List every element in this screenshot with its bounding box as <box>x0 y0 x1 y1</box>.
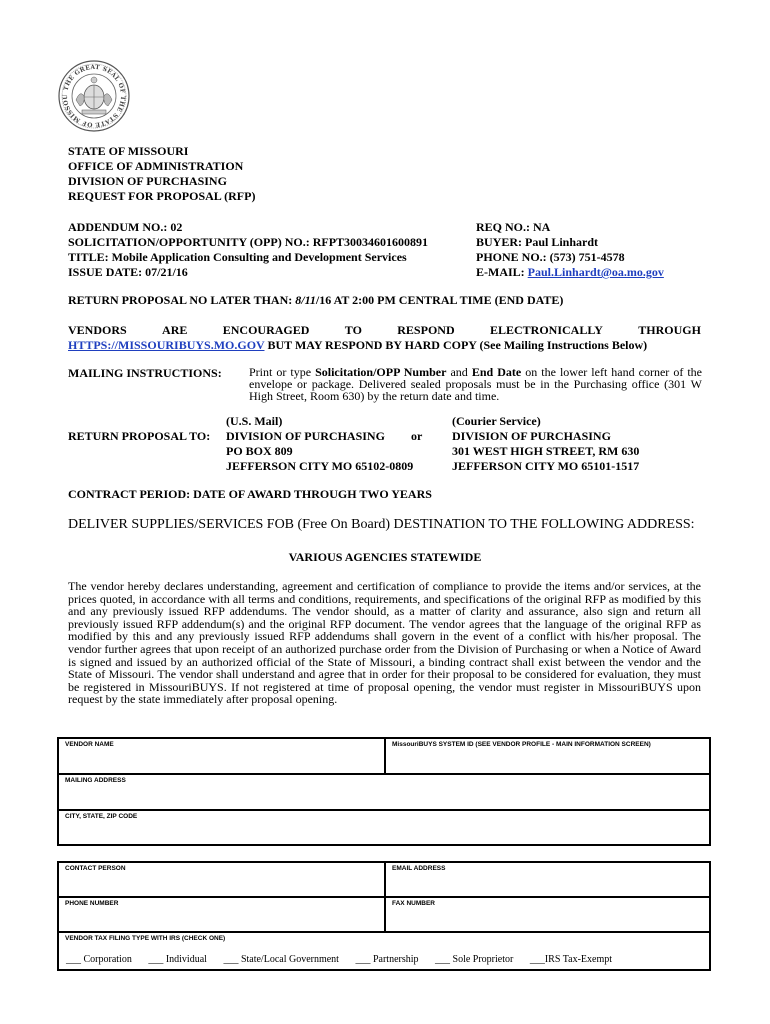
solicitation-number: SOLICITATION/OPPORTUNITY (OPP) NO.: RFPT30034601600891 <box>68 235 429 249</box>
mailing-address-field[interactable] <box>59 775 709 811</box>
vendor-name-field[interactable] <box>59 739 386 775</box>
office-name: OFFICE OF ADMINISTRATION <box>68 159 244 173</box>
city-state-zip-field[interactable] <box>59 811 709 844</box>
mailing-instructions-text <box>249 366 702 402</box>
state-seal <box>58 60 130 132</box>
deadline-date: 8/11 <box>295 293 316 307</box>
vendor-name-label: VENDOR NAME <box>65 741 114 748</box>
email-address-field[interactable] <box>386 863 709 898</box>
issue-date: ISSUE DATE: 07/21/16 <box>68 265 188 279</box>
address-line: DIVISION OF PURCHASING <box>226 429 385 443</box>
buyer-name: BUYER: Paul Linhardt <box>476 235 599 249</box>
buyer-email-row <box>476 265 664 280</box>
mailing-text-bold: Solicitation/OPP Number <box>315 365 447 379</box>
rfp-info-left <box>68 220 428 280</box>
tax-filing-label: VENDOR TAX FILING TYPE WITH IRS (CHECK ONE) <box>65 935 226 942</box>
req-number: REQ NO.: NA <box>476 220 551 234</box>
fax-number-label: FAX NUMBER <box>392 900 435 907</box>
deadline-prefix: RETURN PROPOSAL NO LATER THAN: <box>68 293 296 307</box>
city-state-zip-label: CITY, STATE, ZIP CODE <box>65 813 138 820</box>
or-label: or <box>411 429 423 443</box>
contact-person-field[interactable] <box>59 863 386 898</box>
mailing-text-part: Print or type <box>249 365 316 379</box>
mailing-instructions-label: MAILING INSTRUCTIONS: <box>68 366 222 380</box>
system-id-field[interactable] <box>386 739 709 775</box>
vendors-word: ELECTRONICALLY <box>489 323 603 337</box>
option-sole-proprietor[interactable]: ___ Sole Proprietor <box>435 954 514 965</box>
division-name: DIVISION OF PURCHASING <box>68 174 227 188</box>
vendors-word: TO <box>344 323 362 337</box>
address-line: JEFFERSON CITY MO 65102-0809 <box>226 459 414 473</box>
contract-period: CONTRACT PERIOD: DATE OF AWARD THROUGH TWO YEARS <box>68 487 432 501</box>
address-line: PO BOX 809 <box>226 444 293 458</box>
vendor-declaration: The vendor hereby declares understanding, agreement and certification of compliance to provide the items and/or services, at the prices quoted, in accordance with all terms and conditions, requirements, and specifications of the original RFP as modified by this and any previously issued RFP addendums. The vendor should, as a matter of clarity and assurance, also sign and return all previously issued RFP addendum(s) and the original RFP document. The vendor agrees that the language of the original RFP as modified by this and any previously issued RFP addendums shall govern in the event of a conflict with his/her proposal. The vendor further agrees that upon receipt of an authorized purchase order from the Division of Purchasing or when a Notice of Award is signed and issued by an authorized official of the State of Missouri, a binding contract shall exist between the vendor and the State of Missouri. The vendor shall understand and agree that in order for their proposal to be considered for evaluation, they must be registered in MissouriBUYS. If not registered at time of proposal opening, the vendor must register in MissouriBUYS upon request by the state immediately after proposal opening. <box>68 579 701 707</box>
delivery-destination: VARIOUS AGENCIES STATEWIDE <box>288 550 482 564</box>
state-name: STATE OF MISSOURI <box>68 144 189 158</box>
mailing-text-part: on the lower left hand corner of the envelope or package. Delivered sealed proposals must be in the Purchasing office (301 W High Street, Room 630) by the return date and time. <box>249 365 703 403</box>
deadline-suffix: /16 AT 2:00 PM CENTRAL TIME (END DATE) <box>315 293 564 307</box>
return-proposal-to-label: RETURN PROPOSAL TO: <box>68 429 211 443</box>
address-line: (U.S. Mail) <box>226 414 283 428</box>
address-line: (Courier Service) <box>452 414 541 428</box>
buyer-email-link[interactable]: Paul.Linhardt@oa.mo.gov <box>527 265 664 279</box>
vendors-notice-line2 <box>68 338 647 353</box>
phone-number-label: PHONE NUMBER <box>65 900 119 907</box>
tax-filing-options <box>66 954 626 965</box>
phone-number-field[interactable] <box>59 898 386 933</box>
mailing-address-label: MAILING ADDRESS <box>65 777 126 784</box>
document-type: REQUEST FOR PROPOSAL (RFP) <box>68 189 256 203</box>
mailing-text-bold: End Date <box>471 365 522 379</box>
vendors-notice-line1 <box>68 323 701 338</box>
vendors-word: THROUGH <box>638 323 701 337</box>
mailing-text-part: and <box>446 365 472 379</box>
return-deadline <box>68 293 563 308</box>
missouribuys-link[interactable]: HTTPS://MISSOURIBUYS.MO.GOV <box>68 338 265 352</box>
vendor-info-form <box>57 737 711 846</box>
email-address-label: EMAIL ADDRESS <box>392 865 446 872</box>
courier-address <box>452 414 639 474</box>
fax-number-field[interactable] <box>386 898 709 933</box>
option-partnership[interactable]: ___ Partnership <box>355 954 419 965</box>
contact-person-label: CONTACT PERSON <box>65 865 126 872</box>
option-individual[interactable]: ___ Individual <box>148 954 207 965</box>
vendors-word: ARE <box>162 323 188 337</box>
delivery-instructions: DELIVER SUPPLIES/SERVICES FOB (Free On Board) DESTINATION TO THE FOLLOWING ADDRESS: <box>68 517 695 532</box>
option-irs-tax-exempt[interactable]: ___IRS Tax-Exempt <box>529 954 613 965</box>
addendum-number: ADDENDUM NO.: 02 <box>68 220 183 234</box>
system-id-label: MissouriBUYS SYSTEM ID (SEE VENDOR PROFILE - MAIN INFORMATION SCREEN) <box>392 741 651 748</box>
address-line: 301 WEST HIGH STREET, RM 630 <box>452 444 640 458</box>
vendors-word: ENCOURAGED <box>222 323 310 337</box>
option-corporation[interactable]: ___ Corporation <box>66 954 132 965</box>
vendors-word: RESPOND <box>397 323 455 337</box>
vendors-word: VENDORS <box>68 323 127 337</box>
svg-text:THE GREAT SEAL OF THE STATE OF: THE GREAT SEAL OF THE STATE OF MISSOU <box>61 63 127 129</box>
email-label: E-MAIL: <box>476 265 528 279</box>
agency-header <box>68 144 255 204</box>
seal-icon <box>58 60 130 132</box>
address-line: DIVISION OF PURCHASING <box>452 429 611 443</box>
buyer-phone: PHONE NO.: (573) 751-4578 <box>476 250 625 264</box>
vendors-notice-rest: BUT MAY RESPOND BY HARD COPY (See Mailing Instructions Below) <box>264 338 648 352</box>
address-line: JEFFERSON CITY MO 65101-1517 <box>452 459 640 473</box>
rfp-title: TITLE: Mobile Application Consulting and Development Services <box>68 250 407 264</box>
us-mail-address <box>226 414 413 474</box>
option-state-local-government[interactable]: ___ State/Local Government <box>223 954 339 965</box>
rfp-info-right <box>476 220 664 280</box>
